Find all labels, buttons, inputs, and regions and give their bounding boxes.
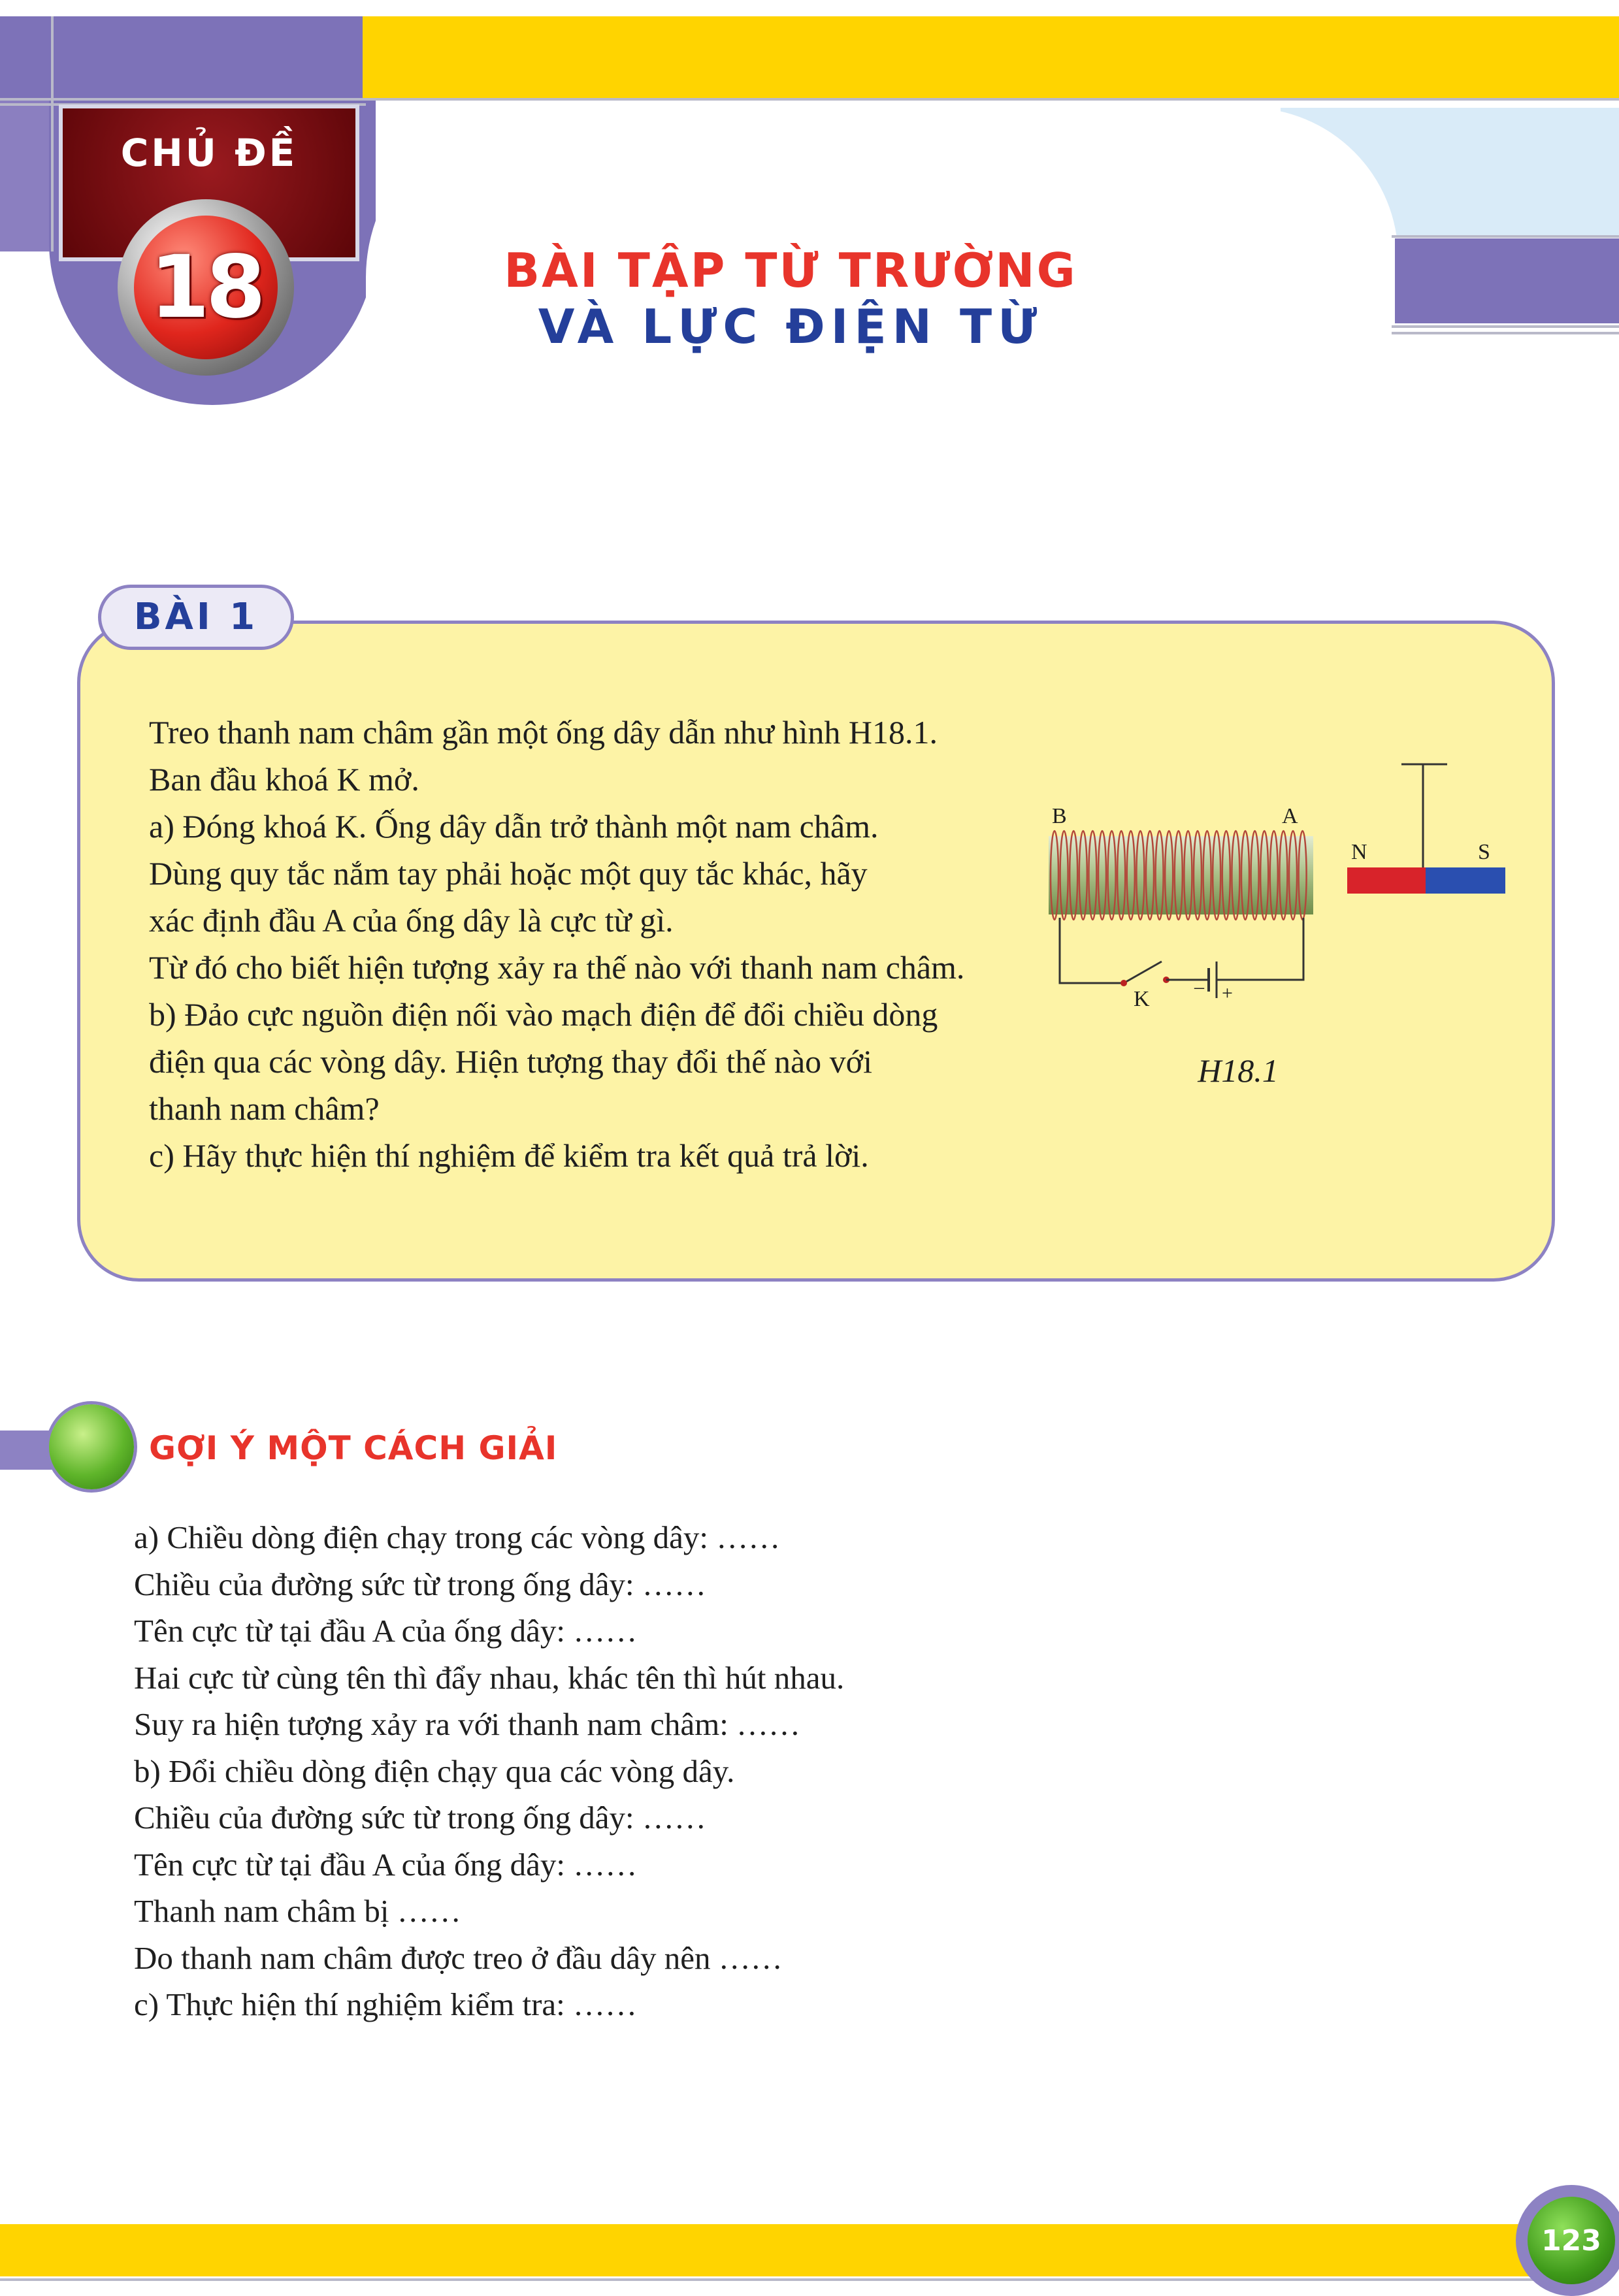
label-minus: – [1194,976,1204,997]
hint-text [134,1514,1310,2028]
exercise-line: a) Đóng khoá K. Ống dây dẫn trở thành một nam châm. [149,808,879,845]
exercise-line: c) Hãy thực hiện thí nghiệm để kiểm tra kết quả trả lời. [149,1137,869,1174]
exercise-line: Dùng quy tắc nắm tay phải hoặc một quy tắc khác, hãy [149,855,868,892]
exercise-line: xác định đầu A của ống dây là cực từ gì. [149,902,674,939]
hint-line: Tên cực từ tại đầu A của ống dây: …… [134,1846,638,1883]
exercise-tab-label: BÀI 1 [133,596,259,638]
hint-line: b) Đổi chiều dòng điện chạy qua các vòng dây. [134,1753,735,1789]
exercise-line: điện qua các vòng dây. Hiện tượng thay đổi thế nào với [149,1043,873,1080]
hint-title: GỢI Ý MỘT CÁCH GIẢI [149,1429,558,1467]
exercise-line: Treo thanh nam châm gần một ống dây dẫn như hình H18.1. [149,714,938,751]
exercise-line: Ban đầu khoá K mở. [149,761,419,798]
figure-caption: H18.1 [1198,1052,1279,1089]
hint-line: c) Thực hiện thí nghiệm kiểm tra: …… [134,1986,638,2022]
hint-line: Chiều của đường sức từ trong ống dây: …… [134,1566,706,1602]
header-rule-right-bottom-2 [1392,332,1619,334]
footer-rule [0,2278,1568,2281]
hint-line: a) Chiều dòng điện chạy trong các vòng dây: …… [134,1519,781,1555]
topic-label: CHỦ ĐỀ [120,131,298,175]
label-n: N [1351,840,1367,864]
header-rule-right-top [1392,235,1619,238]
circuit-wire-right [1217,918,1303,980]
hint-line: Thanh nam châm bị …… [134,1893,461,1929]
hint-line: Suy ra hiện tượng xảy ra với thanh nam châm: …… [134,1706,801,1742]
header-right-purple-block [1395,238,1619,323]
circuit-wire-left [1060,918,1124,983]
magnet-south [1426,867,1505,894]
hint-bullet-icon [49,1404,134,1489]
hint-line: Chiều của đường sức từ trong ống dây: …… [134,1800,706,1835]
exercise-line: Từ đó cho biết hiện tượng xảy ra thế nào với thanh nam châm. [149,949,965,986]
hint-line: Hai cực từ cùng tên thì đẩy nhau, khác tên thì hút nhau. [134,1659,845,1696]
label-a: A [1282,804,1298,828]
magnet-north [1347,867,1426,894]
page-number: 123 [1541,2224,1601,2257]
page-title-line-2: VÀ LỰC ĐIỆN TỪ [538,299,1043,354]
header-rule-vertical [51,16,54,251]
header-rule-right-bottom [1392,325,1619,328]
topic-number: 18 [150,237,262,338]
footer-yellow-band [0,2224,1568,2276]
switch-contact [1120,980,1127,986]
exercise-line: b) Đảo cực nguồn điện nối vào mạch điện để đổi chiều dòng [149,996,938,1033]
header-purple-band [0,16,363,98]
label-k: K [1134,987,1150,1011]
hint-line: Do thanh nam châm được treo ở đầu dây nên …… [134,1939,783,1976]
header-rule-top [0,98,1619,101]
hint-line: Tên cực từ tại đầu A của ống dây: …… [134,1613,638,1649]
label-s: S [1478,840,1490,864]
exercise-text [149,709,1024,1179]
label-b: B [1052,804,1067,828]
label-plus: + [1222,982,1233,1004]
page-title-line-1: BÀI TẬP TỪ TRƯỜNG [504,243,1077,298]
exercise-line: thanh nam châm? [149,1090,380,1127]
header-yellow-band [363,16,1619,98]
switch-lever [1124,962,1162,983]
